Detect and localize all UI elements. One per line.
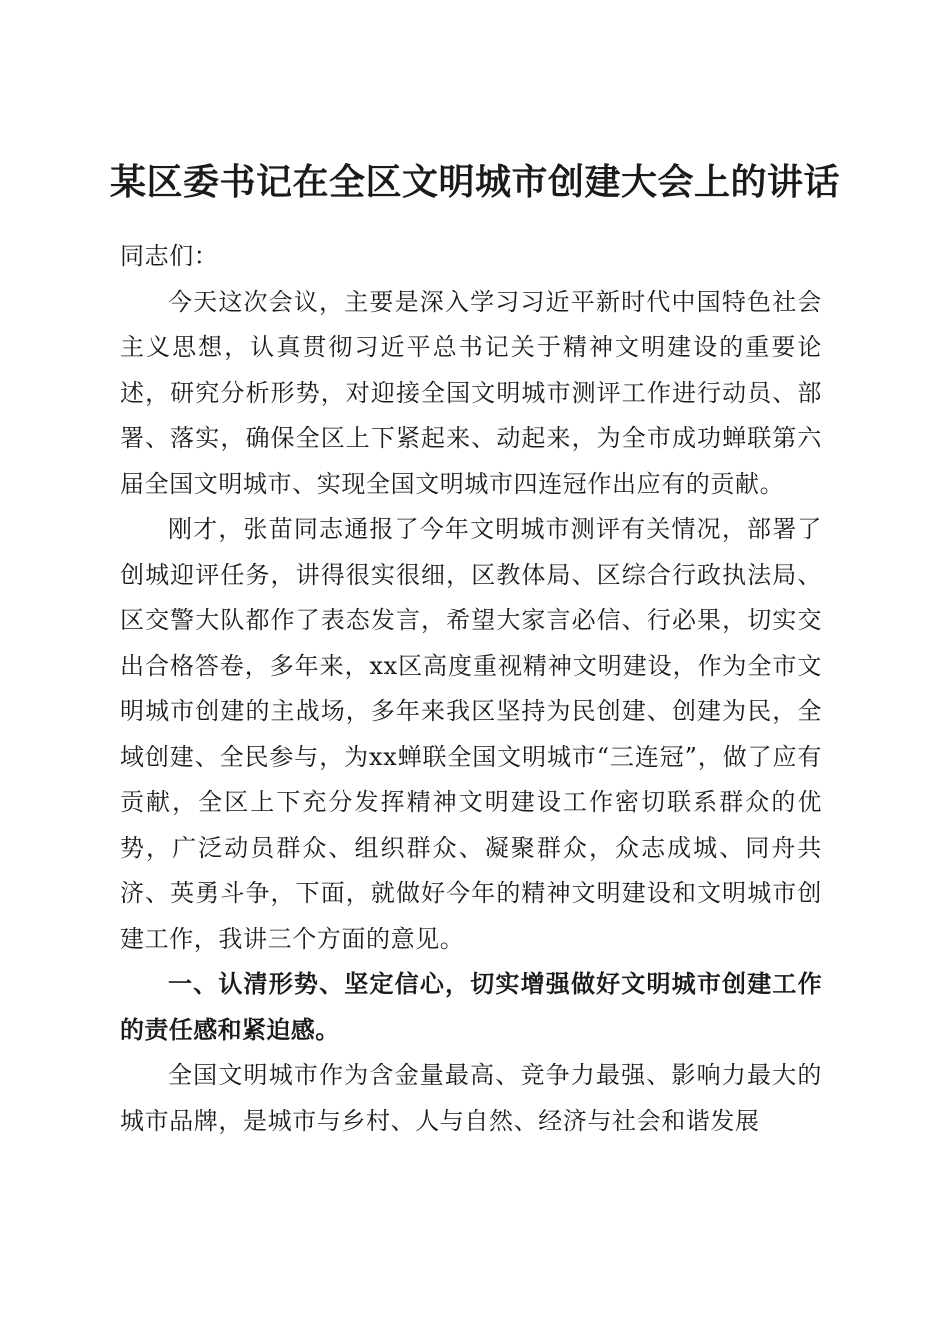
document-title: 某区委书记在全区文明城市创建大会上的讲话 — [109, 161, 840, 204]
document-body — [120, 234, 822, 1144]
section-heading-1: 一、认清形势、坚定信心，切实增强做好文明城市创建工作的责任感和紧迫感。 — [120, 970, 822, 1044]
paragraph-2: 刚才，张苗同志通报了今年文明城市测评有关情况，部署了创城迎评任务，讲得很实很细，区教体局、区综合行政执法局、区交警大队都作了表态发言，希望大家言必信、行必果，切实交出合格答卷，多年来，xx区高度重视精神文明建设，作为全市文明城市创建的主战场，多年来我区坚持为民创建、创建为民，全域创建、全民参与，为xx蝉联全国文明城市“三连冠”，做了应有贡献，全区上下充分发挥精神文明建设工作密切联系群众的优势，广泛动员群众、组织群众、凝聚群众，众志成城、同舟共济、英勇斗争，下面，就做好今年的精神文明建设和文明城市创建工作，我讲三个方面的意见。 — [120, 515, 822, 953]
section-1-paragraph: 全国文明城市作为含金量最高、竞争力最强、影响力最大的城市品牌，是城市与乡村、人与自然、经济与社会和谐发展 — [120, 1061, 822, 1135]
greeting: 同志们： — [120, 242, 219, 270]
paragraph-1: 今天这次会议，主要是深入学习习近平新时代中国特色社会主义思想，认真贯彻习近平总书记关于精神文明建设的重要论述，研究分析形势，对迎接全国文明城市测评工作进行动员、部署、落实，确保全区上下紧起来、动起来，为全市成功蝉联第六届全国文明城市、实现全国文明城市四连冠作出应有的贡献。 — [120, 287, 822, 498]
